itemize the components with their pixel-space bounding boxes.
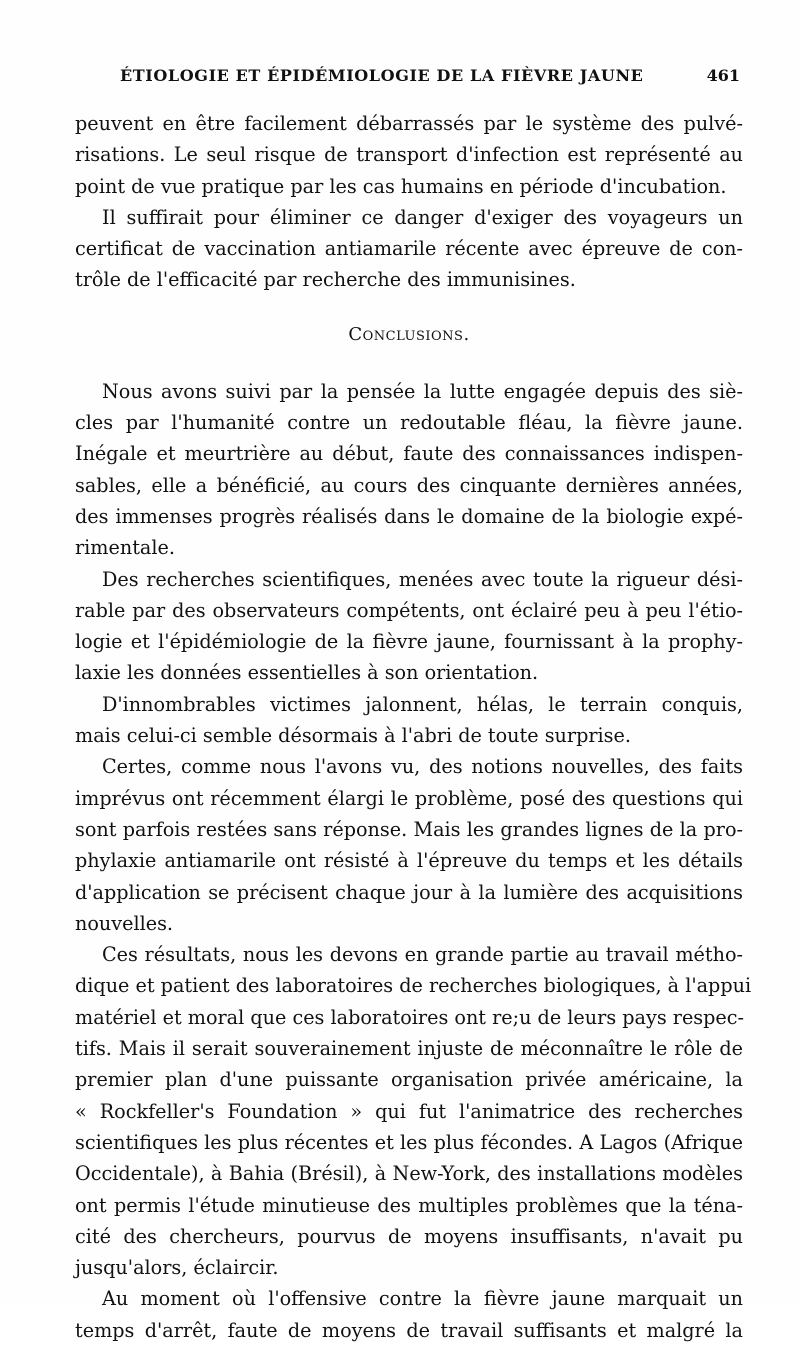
text-line: ont permis l'étude minutieuse des multiples problèmes que la téna- [75, 1193, 743, 1217]
text-line: cité des chercheurs, pourvus de moyens insuffisants, n'avait pu [75, 1224, 743, 1248]
text-line: temps d'arrêt, faute de moyens de travail suffisants et malgré la [75, 1318, 743, 1342]
text-line: laxie les données essentielles à son orientation. [75, 661, 539, 685]
text-line: scientifiques les plus récentes et les plus fécondes. A Lagos (Afrique [75, 1130, 743, 1154]
text-line: Certes, comme nous l'avons vu, des notions nouvelles, des faits [102, 755, 743, 779]
paragraph [75, 564, 743, 689]
text-line: Au moment où l'offensive contre la fièvre jaune marquait un [102, 1287, 743, 1311]
text-line: phylaxie antiamarile ont résisté à l'épreuve du temps et les détails [75, 849, 743, 873]
text-line: Des recherches scientifiques, menées avec toute la rigueur dési- [102, 567, 743, 591]
paragraph [75, 376, 743, 564]
text-line: tifs. Mais il serait souverainement injuste de méconnaître le rôle de [75, 1037, 743, 1061]
text-line: Occidentale), à Bahia (Brésil), à New-York, des installations modèles [75, 1162, 743, 1186]
text-line: Inégale et meurtrière au début, faute des connaissances indispen- [75, 442, 743, 466]
section-heading: Conclusions. [348, 323, 470, 345]
text-line: Ces résultats, nous les devons en grande partie au travail métho- [102, 943, 743, 967]
text-line: des immenses progrès réalisés dans le domaine de la biologie expé- [75, 504, 743, 528]
text-line: Nous avons suivi par la pensée la lutte engagée depuis des siè- [102, 379, 743, 403]
page-number: 461 [706, 66, 740, 85]
running-header [75, 66, 740, 90]
paragraph [75, 751, 743, 939]
text-line: premier plan d'une puissante organisation privée américaine, la [75, 1068, 743, 1092]
text-line: peuvent en être facilement débarrassés par le système des pulvé- [75, 112, 743, 135]
text-line: risations. Le seul risque de transport d'infection est représenté au [75, 143, 743, 167]
paragraph [75, 939, 752, 1283]
text-line: cles par l'humanité contre un redoutable fléau, la fièvre jaune. [75, 411, 743, 435]
text-line: logie et l'épidémiologie de la fièvre jaune, fournissant à la prophy- [75, 630, 743, 654]
paragraph-continued [75, 108, 743, 202]
body-text [75, 108, 752, 1346]
text-line: rimentale. [75, 536, 175, 560]
text-line: sont parfois restées sans réponse. Mais les grandes lignes de la pro- [75, 817, 743, 841]
paragraph [75, 689, 743, 752]
text-line: d'application se précisent chaque jour à la lumière des acquisitions [75, 880, 743, 904]
text-line: D'innombrables victimes jalonnent, hélas, le terrain conquis, [102, 692, 743, 716]
text-line: mais celui-ci semble désormais à l'abri de toute surprise. [75, 724, 631, 748]
text-line: imprévus ont récemment élargi le problème, posé des questions qui [75, 786, 743, 810]
text-line: trôle de l'efficacité par recherche des immunisines. [75, 268, 576, 292]
text-line: nouvelles. [75, 911, 174, 935]
paragraph [75, 1283, 743, 1346]
text-line: sables, elle a bénéficié, au cours des cinquante dernières années, [75, 473, 743, 497]
text-line: Il suffirait pour éliminer ce danger d'exiger des voyageurs un [102, 205, 743, 229]
text-line: jusqu'alors, éclaircir. [75, 1256, 279, 1280]
running-title: ÉTIOLOGIE ET ÉPIDÉMIOLOGIE DE LA FIÈVRE JAUNE [120, 66, 644, 85]
text-line: certificat de vaccination antiamarile récente avec épreuve de con- [75, 237, 743, 261]
text-line: rable par des observateurs compétents, ont éclairé peu à peu l'étio- [75, 598, 743, 622]
text-line: point de vue pratique par les cas humains en période d'incubation. [75, 174, 727, 198]
text-line: dique et patient des laboratoires de recherches biologiques, à l'appui [75, 974, 752, 998]
paragraph [75, 202, 743, 296]
text-line: « Rockfeller's Foundation » qui fut l'animatrice des recherches [75, 1099, 743, 1123]
text-line: matériel et moral que ces laboratoires ont re;u de leurs pays respec- [75, 1005, 745, 1029]
